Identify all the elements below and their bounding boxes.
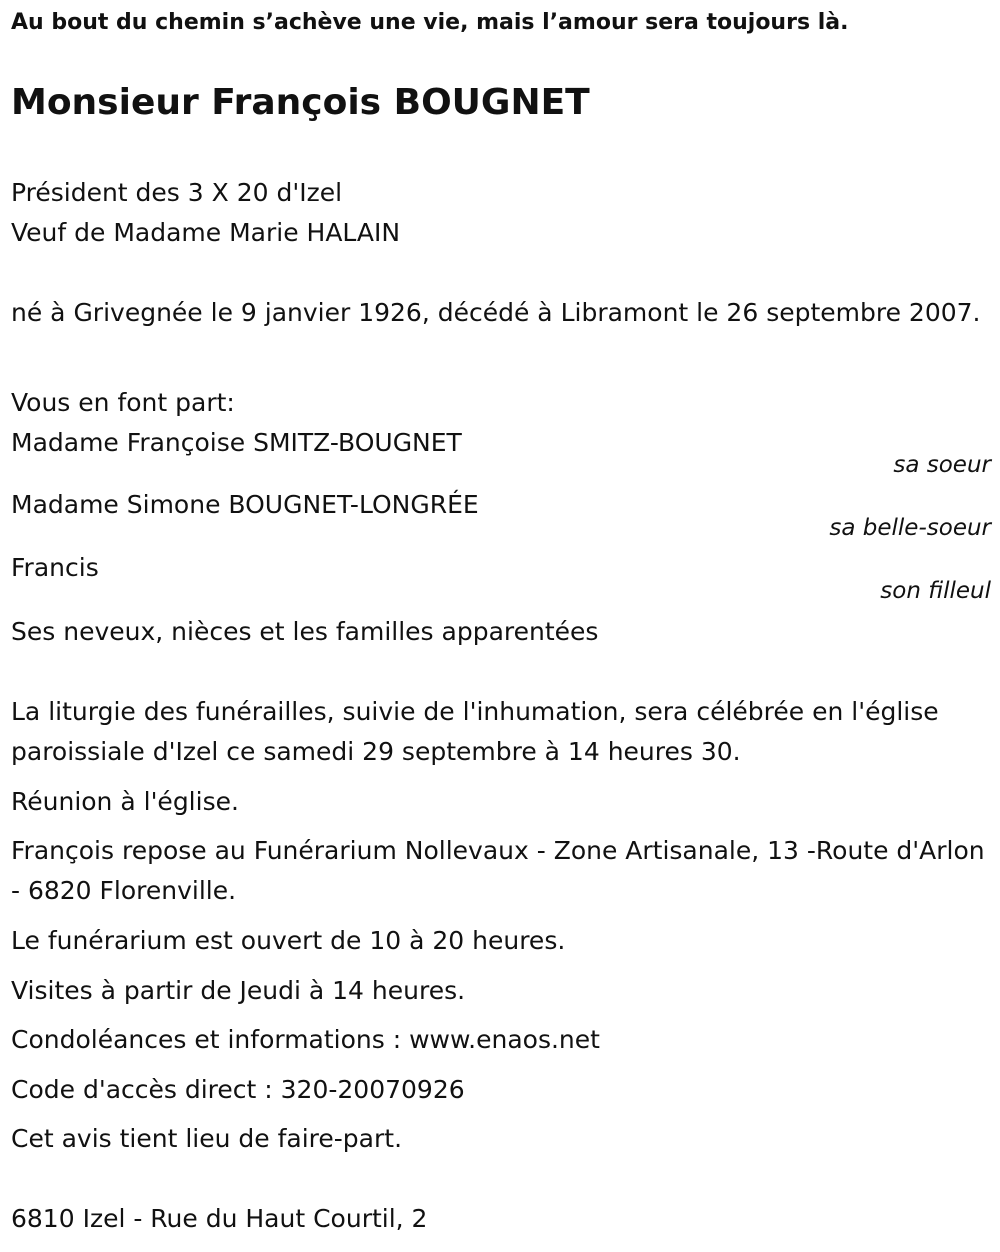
family-member-relation: son filleul — [880, 578, 991, 604]
extended-family-line: Ses neveux, nièces et les familles apparentées — [11, 617, 599, 646]
liturgy-line: La liturgie des funérailles, suivie de l'inhumation, sera célébrée en l'église paroissiale d'Izel ce samedi 29 septembre à 14 heures 30. — [11, 697, 939, 766]
address-line: 6810 Izel - Rue du Haut Courtil, 2 — [11, 1204, 428, 1233]
family-member-name: Madame Françoise SMITZ-BOUGNET — [11, 428, 462, 457]
notice-line: Cet avis tient lieu de faire-part. — [11, 1124, 403, 1153]
deceased-name: Monsieur François BOUGNET — [11, 82, 590, 123]
family-member-relation: sa soeur — [893, 452, 991, 478]
birth-death-line: né à Grivegnée le 9 janvier 1926, décédé à Libramont le 26 septembre 2007. — [11, 298, 981, 327]
family-member-name: Francis — [11, 553, 99, 582]
visits-line: Visites à partir de Jeudi à 14 heures. — [11, 976, 466, 1005]
condolences-line: Condoléances et informations : www.enaos.net — [11, 1025, 600, 1054]
repose-line: François repose au Funérarium Nollevaux - Zone Artisanale, 13 -Route d'Arlon - 6820 Florenville. — [11, 836, 985, 905]
access-code-line: Code d'accès direct : 320-20070926 — [11, 1075, 465, 1104]
title-line: Président des 3 X 20 d'Izel — [11, 178, 343, 207]
motto: Au bout du chemin s’achève une vie, mais l’amour sera toujours là. — [11, 10, 849, 35]
hours-line: Le funérarium est ouvert de 10 à 20 heures. — [11, 926, 566, 955]
widower-line: Veuf de Madame Marie HALAIN — [11, 218, 401, 247]
announce-intro: Vous en font part: — [11, 388, 235, 417]
family-member-name: Madame Simone BOUGNET-LONGRÉE — [11, 490, 479, 519]
meeting-line: Réunion à l'église. — [11, 787, 239, 816]
family-member-relation: sa belle-soeur — [829, 515, 991, 541]
